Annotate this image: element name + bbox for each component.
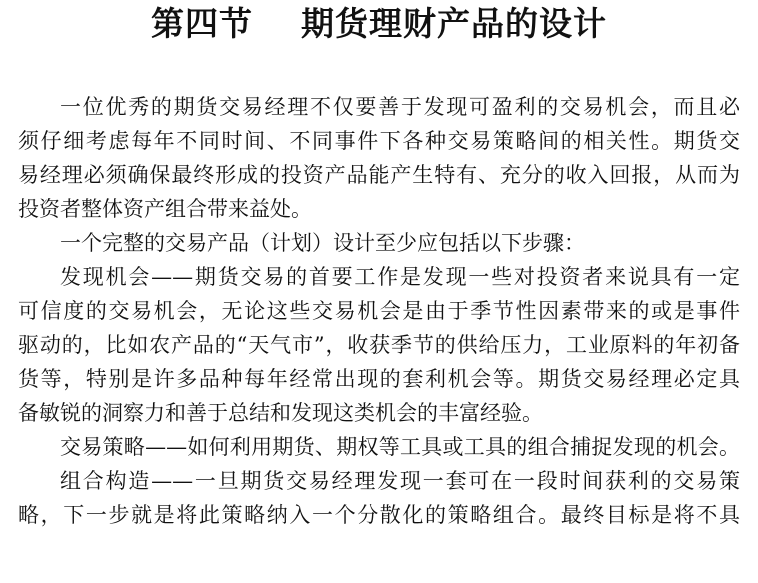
paragraph-line: 备敏锐的洞察力和善于总结和发现这类机会的丰富经验。 [18,401,543,425]
paragraph-line: 投资者整体资产组合带来益处。 [18,197,312,221]
paragraph-line: 可信度的交易机会，无论这些交易机会是由于季节性因素带来的或是事件 [18,299,740,323]
paragraph-line: 略，下一步就是将此策略纳入一个分散化的策略组合。最终目标是将不具 [18,503,740,527]
paragraph-line: 发现机会——期货交易的首要工作是发现一些对投资者来说具有一定 [60,265,740,289]
paragraph-line: 驱动的，比如农产品的“天气市”，收获季节的供给压力，工业原料的年初备 [18,333,740,357]
paragraph-line: 组合构造——一旦期货交易经理发现一套可在一段时间获利的交易策 [60,469,740,493]
section-heading [0,4,758,44]
body-text [18,90,740,532]
paragraph-line: 易经理必须确保最终形成的投资产品能产生特有、充分的收入回报，从而为 [18,163,740,187]
section-title: 期货理财产品的设计 [301,4,607,43]
section-number: 第四节 [151,4,253,43]
paragraph-line: 交易策略——如何利用期货、期权等工具或工具的组合捕捉发现的机会。 [60,435,740,459]
paragraph-line: 一位优秀的期货交易经理不仅要善于发现可盈利的交易机会，而且必 [60,95,740,119]
paragraph-line: 货等，特别是许多品种每年经常出现的套利机会等。期货交易经理必定具 [18,367,740,391]
paragraph-line: 须仔细考虑每年不同时间、不同事件下各种交易策略间的相关性。期货交 [18,129,740,153]
paragraph-line: 一个完整的交易产品（计划）设计至少应包括以下步骤： [60,231,585,255]
